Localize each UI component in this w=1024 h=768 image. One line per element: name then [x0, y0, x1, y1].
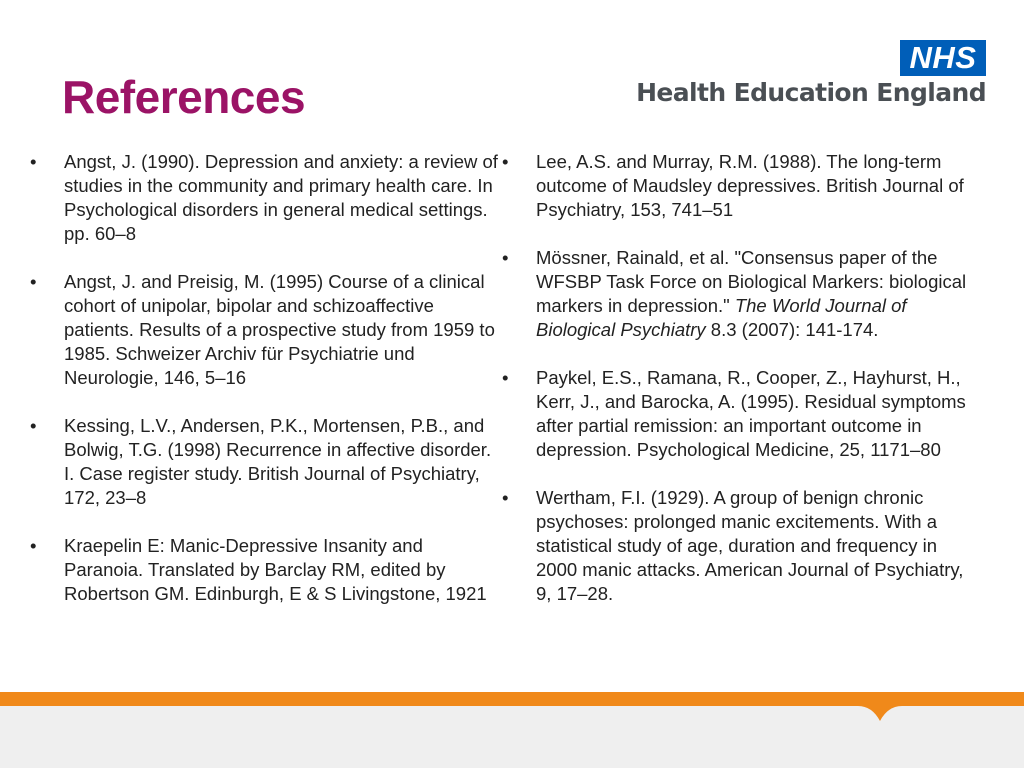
page-title: References: [62, 71, 306, 123]
reference-item: [502, 246, 977, 342]
reference-text-part: Mössner, Rainald, et al. "Consensus paper of the WFSBP Task Force on Biological Markers: biological markers in depression.": [536, 247, 967, 316]
footer-accent-bar: [0, 692, 1024, 706]
reference-item: [30, 270, 500, 390]
bullet-icon: •: [30, 151, 37, 172]
reference-text: Kraepelin E: Manic-Depressive Insanity and Paranoia. Translated by Barclay RM, edited by Robertson GM. Edinburgh, E & S Livingstone, 1921: [64, 535, 487, 604]
organisation-name: Health Education England: [636, 78, 986, 107]
reference-text: [536, 247, 966, 340]
reference-text: Wertham, F.I. (1929). A group of benign chronic psychoses: prolonged manic excitements. With a statistical study of age, duration and frequency in 2000 manic attacks. American Journal of Psychiatry, 9, 17–28.: [536, 487, 964, 604]
reference-text: Angst, J. and Preisig, M. (1995) Course of a clinical cohort of unipolar, bipolar and schizoaffective patients. Results of a prospective study from 1959 to 1985. Schweizer Archiv für Psychiatrie und Neurologie, 146, 5–16: [64, 271, 495, 388]
bullet-icon: •: [30, 271, 37, 292]
reference-item: [30, 414, 500, 510]
reference-text: Paykel, E.S., Ramana, R., Cooper, Z., Hayhurst, H., Kerr, J., and Barocka, A. (1995). Residual symptoms after partial remission: an important outcome in depression. Psychological Medicine, 25, 1171–80: [536, 367, 966, 460]
reference-item: [30, 534, 500, 606]
reference-text: Lee, A.S. and Murray, R.M. (1988). The long-term outcome of Maudsley depressives. British Journal of Psychiatry, 153, 741–51: [536, 151, 964, 220]
journal-title: The World Journal of Biological Psychiatry: [536, 295, 907, 340]
bullet-icon: •: [502, 367, 509, 388]
reference-text-part: 8.3 (2007): 141-174.: [705, 319, 879, 340]
reference-item: [502, 150, 977, 222]
references-right-column: [502, 150, 977, 630]
bullet-icon: •: [502, 151, 509, 172]
nhs-hee-logo: [636, 40, 988, 112]
nhs-logo: NHS: [900, 40, 986, 76]
references-left-column: [30, 150, 500, 630]
bullet-icon: •: [30, 535, 37, 556]
bullet-icon: •: [30, 415, 37, 436]
reference-item: [502, 366, 977, 462]
bullet-icon: •: [502, 247, 509, 268]
footer-notch-shape: [858, 705, 902, 723]
reference-item: [30, 150, 500, 246]
bullet-icon: •: [502, 487, 509, 508]
reference-item: [502, 486, 977, 606]
reference-text: Kessing, L.V., Andersen, P.K., Mortensen, P.B., and Bolwig, T.G. (1998) Recurrence in affective disorder. I. Case register study. British Journal of Psychiatry, 172, 23–8: [64, 415, 492, 508]
reference-text: Angst, J. (1990). Depression and anxiety: a review of studies in the community and primary health care. In Psychological disorders in general medical settings. pp. 60–8: [64, 151, 498, 244]
